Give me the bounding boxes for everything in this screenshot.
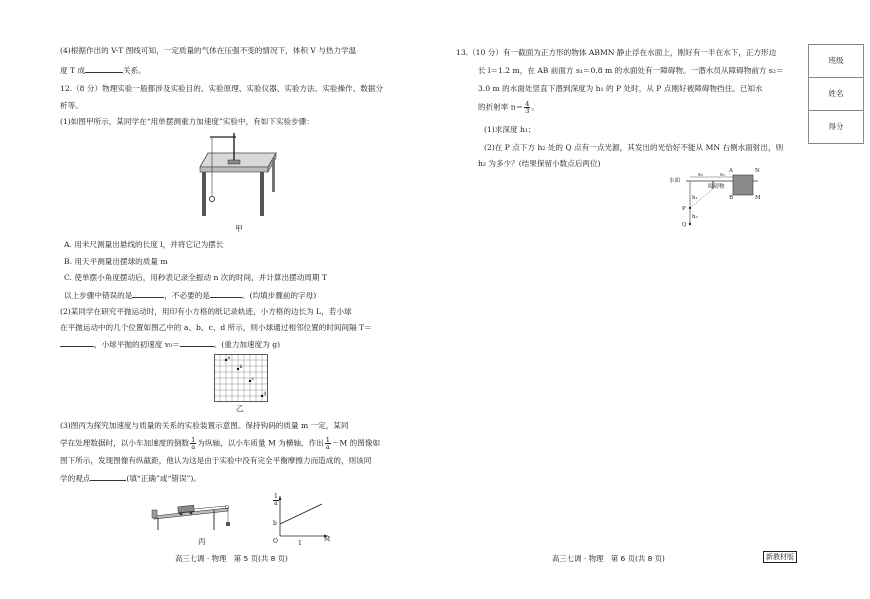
fraction-1-over-a: $\frac{1}{a}$ bbox=[191, 436, 196, 451]
q12-head1: 12.（8 分）物理实验一般都涉及实验目的、实验原理、实验仪器、实验方法、实验操作、数据分 bbox=[60, 84, 384, 93]
page-6 bbox=[440, 0, 870, 599]
q11-4-line1: (4)根据作出的 V-T 图线可知，一定质量的气体在压强不变的情况下，体积 V 与热力学温 bbox=[60, 46, 357, 55]
q13-line2: 长 l＝1.2 m，在 AB 前面方 s₁＝0.8 m 的水面处有一障碍物。一潜水员从障碍物前方 s₂＝ bbox=[478, 66, 784, 75]
fig-point-m: M bbox=[755, 195, 761, 201]
answer-blank[interactable] bbox=[90, 472, 126, 481]
fig-point-n: N bbox=[755, 168, 760, 174]
trajectory-point-label: a bbox=[227, 355, 231, 361]
step-a: A. 用米尺测量出悬线的长度 l，并将它记为摆长 bbox=[64, 240, 224, 249]
answer-blank[interactable] bbox=[210, 289, 242, 298]
name-field[interactable]: 姓名 bbox=[809, 78, 863, 111]
q13-part2-line1: (2)在 P 点下方 h₂ 处的 Q 点有一点光源，其发出的光恰好不能从 MN 右侧水面射出，则 bbox=[484, 143, 784, 152]
graph-origin-label: O bbox=[273, 538, 278, 545]
page-footer: 高三七调 · 物理 第 6 页(共 8 页) bbox=[552, 554, 665, 563]
answer-blank[interactable] bbox=[85, 64, 123, 73]
page-5 bbox=[0, 0, 430, 599]
answer-blank[interactable] bbox=[60, 338, 94, 347]
q13-part1: (1)求深度 h₁； bbox=[484, 125, 536, 134]
q12-2-line3: ，小球平抛的初速度 v₀＝ 。(重力加速度为 g) bbox=[60, 338, 280, 350]
q12-3-line3: 图下所示，发现图像有纵截距，他认为这是由于实验中没有完全平衡摩擦力而造成的，则该同 bbox=[60, 456, 372, 465]
q13-line4: 的折射率 n＝ $\frac{4}{3}$ 。 bbox=[478, 100, 540, 115]
fig-obstacle-label: 障碍物 bbox=[708, 184, 725, 190]
cart-track-figure bbox=[148, 496, 234, 536]
student-info-box bbox=[808, 44, 864, 144]
fig-point-b: B bbox=[729, 195, 734, 201]
step-c2: 以上步骤中错误的是 ，不必要的是 。(均填步骤前的字母) bbox=[64, 291, 317, 300]
fig-s2-label: s₂ bbox=[698, 172, 704, 178]
q11-4-line2: 度 T 成 关系。 bbox=[60, 66, 146, 75]
q12-2-line1: (2)某同学在研究平抛运动时，用印有小方格的纸记录轨迹，小方格的边长为 L，若小球 bbox=[60, 307, 352, 316]
class-field[interactable]: 班级 bbox=[809, 45, 863, 78]
fraction-1-over-a: $\frac{1}{a}$ bbox=[325, 436, 330, 451]
trajectory-grid-figure bbox=[214, 354, 268, 402]
q13-part2-line2: h₂ 为多少？(结果保留小数点后两位) bbox=[478, 159, 601, 168]
fig-point-q: Q bbox=[682, 222, 687, 228]
fig-h1-label: h₁ bbox=[692, 195, 698, 201]
graph-y-axis-fraction: $\frac{1}{a}$ bbox=[274, 493, 278, 507]
q12-3-line2: 学在处理数据时，以小车加速度的倒数 $\frac{1}{a}$ 为纵轴，以小车质量 M 为横轴，作出 $\frac{1}{a}$ －M 的图像如 bbox=[60, 436, 381, 451]
q12-3-line4: 学的观点 (填“正确”或“错误”)。 bbox=[60, 474, 201, 483]
page-footer: 高三七调 · 物理 第 5 页(共 8 页) bbox=[175, 554, 288, 563]
refractive-index-fraction: $\frac{4}{3}$ bbox=[525, 100, 530, 115]
edition-badge: 新教材版 bbox=[763, 551, 797, 563]
step-b: B. 用天平测量出摆球的质量 m bbox=[64, 257, 168, 266]
q12-head2: 析等。 bbox=[60, 101, 83, 110]
fig-point-a: A bbox=[729, 168, 733, 174]
graph-tick-label: 1 bbox=[298, 540, 302, 547]
q12-1-intro: (1)如图甲所示，某同学在“用单摆测重力加速度”实验中，有如下实验步骤： bbox=[60, 117, 314, 126]
trajectory-point-label: c bbox=[251, 376, 255, 382]
fig-point-p: P bbox=[682, 206, 686, 212]
step-c1: C. 使单摆小角度摆动后，用秒表记录全振动 n 次的时间，并计算出摆动周期 T bbox=[64, 273, 327, 282]
answer-blank[interactable] bbox=[180, 338, 214, 347]
fig-water-label: 水面 bbox=[669, 178, 681, 184]
pendulum-figure bbox=[190, 131, 286, 223]
q12-3-line1: (3)图丙为探究加速度与质量的关系的实验装置示意图。保持钩码的质量 m 一定，某同 bbox=[60, 421, 349, 430]
fig-jia-label: 甲 bbox=[235, 224, 243, 233]
fig-yi-label: 乙 bbox=[236, 404, 244, 413]
q12-2-line2: 在平抛运动中的几个位置如图乙中的 a、b、c、d 所示，则小球通过相邻位置的时间间隔 T＝ bbox=[60, 323, 372, 332]
graph-x-axis-label: M bbox=[324, 536, 331, 543]
fig-s1-label: s₁ bbox=[720, 172, 726, 178]
fig-bing-label: 丙 bbox=[198, 537, 206, 546]
q13-line3: 3.0 m 的水面处竖直下潜到深度为 h₁ 的 P 处时，从 P 点刚好被障碍物挡住。已知水 bbox=[478, 84, 763, 93]
fig-h2-label: h₂ bbox=[692, 214, 698, 220]
answer-blank[interactable] bbox=[132, 289, 164, 298]
trajectory-point-label: b bbox=[239, 364, 243, 370]
score-field[interactable]: 得分 bbox=[809, 111, 863, 144]
q13-line1: 13.（10 分）有一截面为正方形的物体 ABMN 静止浮在水面上，刚好有一半在水下，正方形边 bbox=[456, 48, 777, 57]
graph-intercept-label: b bbox=[273, 520, 277, 527]
trajectory-point-label: d bbox=[263, 391, 267, 397]
